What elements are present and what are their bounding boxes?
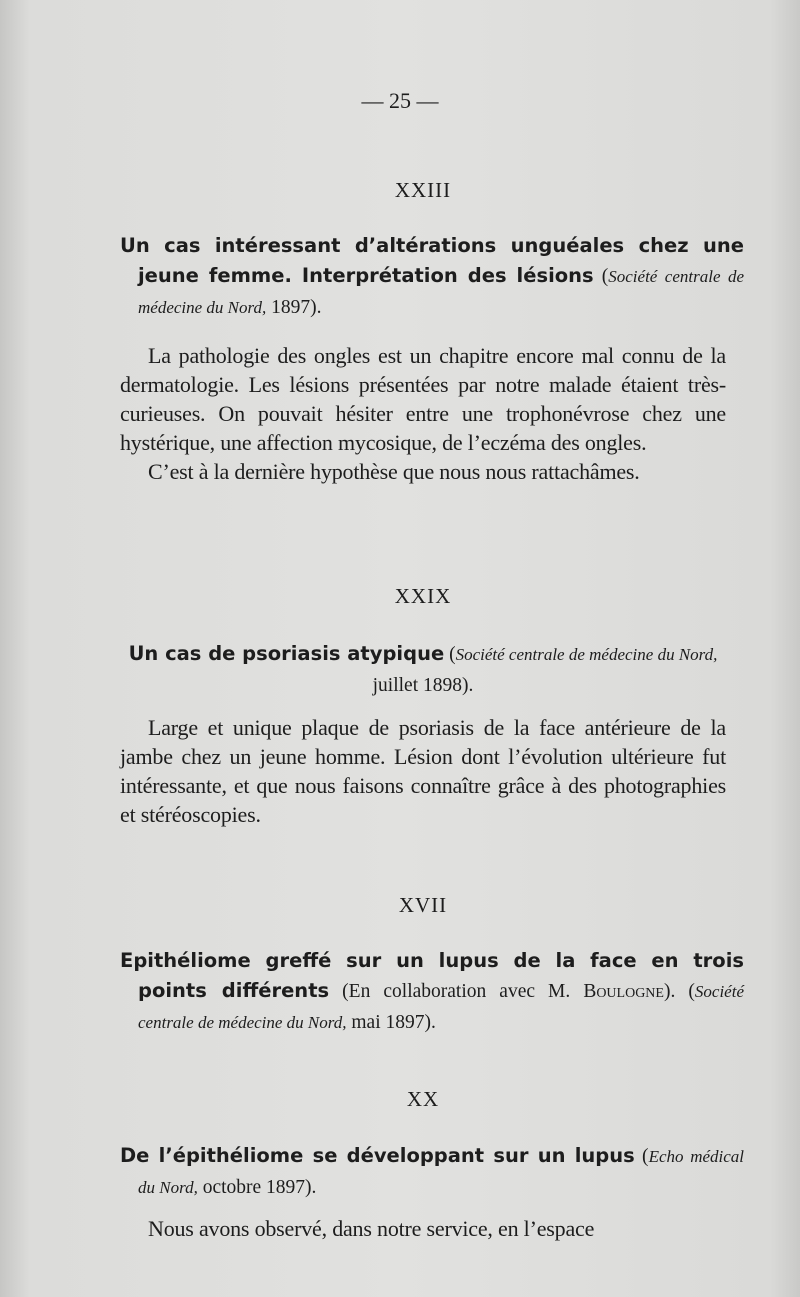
title-source-date: octobre 1897). (197, 1177, 317, 1198)
title-source-open: ( (593, 266, 609, 287)
section-numeral: XXIX (394, 584, 452, 608)
title-source-italic: Société centrale de médecine du Nord, (138, 982, 744, 1032)
section-title (120, 231, 744, 323)
section-title (120, 1141, 744, 1203)
section-title (120, 639, 726, 701)
section-body (120, 1214, 726, 1243)
section-title (120, 946, 744, 1038)
title-bold: Epithéliome greffé sur un lupus de la face en trois points différents (120, 949, 744, 1002)
title-bold: Un cas de psoriasis atypique (128, 642, 445, 665)
title-bold: De l’épithéliome se développant sur un lupus (120, 1144, 635, 1167)
title-bold: Un cas intéressant d’altérations unguéales chez une jeune femme. Interprétation des lésions (120, 234, 744, 287)
title-source-italic: Société centrale de médecine du Nord, (455, 645, 718, 664)
section-numeral: XX (406, 1087, 440, 1111)
section-body (120, 713, 726, 829)
page-number: — 25 — (361, 88, 439, 113)
section-body (120, 341, 726, 486)
paragraph: La pathologie des ongles est un chapitre encore mal connu de la dermatologie. Les lésions présentées par notre malade étaient très-curieuses. On pouvait hésiter entre une trophonévrose chez une hystérique, une affection mycosique, de l’eczéma des ongles. (120, 343, 726, 455)
title-collaboration: (En collaboration avec M. (329, 981, 584, 1002)
title-source-italic: Société centrale de médecine du Nord, (138, 267, 745, 317)
paragraph: Nous avons observé, dans notre service, en l’espace (148, 1216, 595, 1241)
paragraph: C’est à la dernière hypothèse que nous nous rattachâmes. (148, 459, 640, 484)
collaborator-name: Boulogne (583, 981, 664, 1002)
title-source-date: juillet 1898). (372, 675, 474, 696)
section-numeral: XXIII (394, 178, 452, 202)
title-source-open: ( (444, 644, 456, 665)
paragraph: Large et unique plaque de psoriasis de la face antérieure de la jambe chez un jeune homme. Lésion dont l’évolution ultérieure fut intéressante, et que nous faisons connaître grâce à des photographies et stéréoscopies. (120, 715, 726, 827)
title-source-italic: Echo médical du Nord, (138, 1147, 745, 1197)
title-source-open: ( (634, 1146, 649, 1167)
title-source-open: ( (675, 981, 695, 1002)
section-numeral: XVII (398, 893, 448, 917)
title-collaboration-close: ). (663, 981, 676, 1002)
title-source-date: 1897). (266, 297, 322, 318)
title-source-date: mai 1897). (346, 1012, 436, 1033)
